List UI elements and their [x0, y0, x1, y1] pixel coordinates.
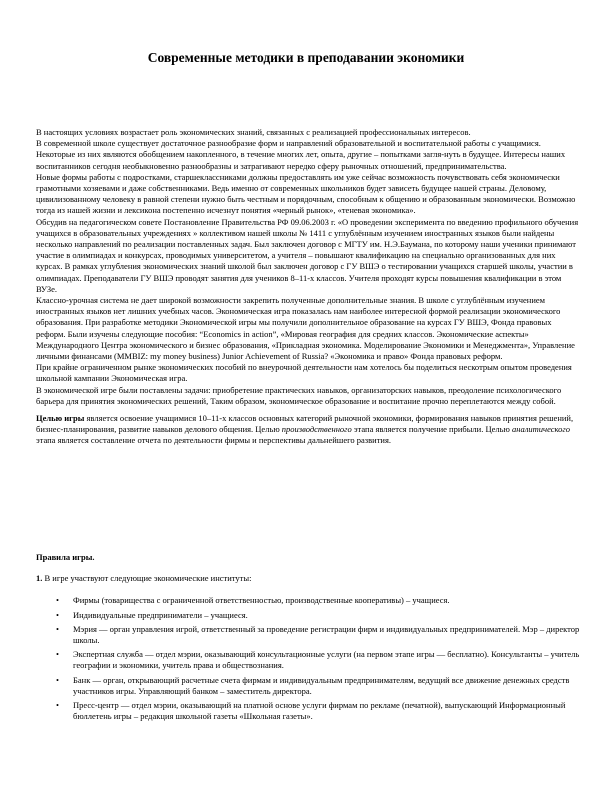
body-text: [36, 127, 582, 447]
bullet-icon: •: [56, 700, 59, 711]
bullet-icon: •: [56, 609, 59, 620]
list-item-text: Пресс-центр — отдел мэрии, оказывающий на платной основе услуги фирмам по рекламе (печатной), выпускающий Информационный бюллетень игры – редакция школьной газеты «Школьная газеты».: [73, 700, 566, 722]
list-item: [36, 624, 582, 646]
list-item-text: Банк — орган, открывающий расчетные счета фирмам и индивидуальным предпринимателям, ведущий все движение денежных средств участников игры. Управляющий банком – заместитель директора.: [73, 674, 570, 696]
goal-label: Целью игры: [36, 413, 85, 424]
list-item: [36, 700, 582, 722]
paragraph: Классно-урочная система не дает широкой возможности закрепить полученные дополнительные знания. В школе с углублённым изучением иностранных языков нет лишних учебных часов. Экономическая игра показалась нам наиболее интересной формой реализации экономического образования. При разработке методики Экономической игры мы получили дополнительное образование на курсах ГУ ВШЭ, Фонда правовых реформ. Были изучены следующие пособия: “Economics in action”, «Мировая география для средних классов. Экономические аспекты» Международного Центра экономического и бизнес образования, «Прикладная экономика. Моделирование Экономики и Менеджмента», Управление личными финансами (MMBIZ: my money business) Junior Achievement of Russia? «Экономика и право» Фонда правовых реформ.: [36, 295, 575, 362]
bullet-icon: •: [56, 674, 59, 685]
paragraph: В современной школе существует достаточное разнообразие форм и направлений образовательной и воспитательной работы с учащимися. Некоторые из них являются обобщением накопленного, в течение многих лет, опыта, другие – попытками загля-нуть в будущее. Интересы наших воспитанников сегодня необыкновенно разнообразны и затрагивают нередко сферу рыночных отношений, предпринимательства.: [36, 138, 566, 171]
paragraph: Новые формы работы с подростками, старшеклассниками должны предоставлять им уже сейчас возможность почувствовать себя экономически грамотными хозяевами и даже собственниками. Ведь именно от современных школьников будет зависеть будущее нашей страны. Деловому, цивилизованному человеку в равной степени нужно быть честным и порядочным, способным к общению и образованным экономически. Возможно тогда из нашей жизни и лексикона постепенно исчезнут понятия «черный рынок», «теневая экономика».: [36, 171, 576, 216]
list-item: [36, 610, 582, 621]
list-item-text: Индивидуальные предприниматели – учащиеся.: [73, 609, 248, 620]
goal-text: является освоение учащимися 10–11-х классов основных категорий рыночной экономики, формирования навыков принятия решений, бизнес-планирования, развитие навыков делового общения. Целью: [36, 413, 574, 435]
bullet-icon: •: [56, 649, 59, 660]
goal-italic: производственного: [281, 424, 352, 435]
paragraph: В настоящих условиях возрастает роль экономических знаний, связанных с реализацией профессиональных интересов.: [36, 127, 471, 137]
rules-point: [36, 573, 582, 584]
goal-text: этапа является составление отчета по деятельности фирмы и перспективы дальнейшего развития.: [36, 435, 391, 446]
list-item: [36, 595, 582, 606]
paragraph: Обсудив на педагогическом совете Постановление Правительства РФ 09.06.2003 г. «О проведении эксперимента по введению профильного обучения учащихся в образовательных учреждениях » коллективом нашей школы № 1411 с углублённым изучением иностранных языков были найдены несколько направлений по реализации поставленных задач. Был заключен договор с МГТУ им. Н.Э.Баумана, по которому наши ученики принимают участие в олимпиадах и конкурсах, проводимых университетом, а учителя – повышают квалификацию на специально организованных для них курсах. В рамках углубления экономических знаний школой был заключен договор с ГУ ВШЭ о тестировании учащихся старшей школы, участии в олимпиадах. Преподаватели ГУ ВШЭ проводят занятия для учеников 8–11-х классов. Учителя проходят курсы повышения квалификации в этом ВУЗе.: [36, 216, 579, 294]
paragraph: При крайне ограниченном рынке экономических пособий по внеурочной деятельности нам хотелось бы поделиться нескотрым опытом проведения школьной кампании Экономическая игра.: [36, 362, 572, 384]
page-title: Современные методики в преподавании экономики: [147, 50, 465, 65]
rules-point-text: В игре участвуют следующие экономические институты:: [42, 573, 252, 584]
list-item-text: Мэрия — орган управления игрой, ответственный за проведение регистрации фирм и индивидуальных предпринимателей. Мэр – директор школы.: [73, 623, 580, 646]
list-item: [36, 649, 582, 671]
goal-paragraph: [36, 413, 582, 447]
goal-text: этапа является получение прибыли. Целью: [351, 424, 512, 435]
rules-heading: Правила игры.: [36, 552, 95, 562]
rules-point-number: 1.: [36, 573, 43, 584]
bullet-icon: •: [56, 623, 59, 634]
goal-italic: аналитического: [511, 424, 571, 435]
paragraph: В экономической игре были поставлены задачи: приобретение практических навыков, организаторских навыков, преодоление психологического барьера для принятия экономических решений, Таким образом, экономическое образование и воспитание прочно переплетаются между собой.: [36, 384, 562, 406]
rules-section: [36, 552, 582, 725]
institutions-list: [36, 595, 582, 722]
list-item: [36, 675, 582, 697]
list-item-text: Экспертная служба — отдел мэрии, оказывающий консультационные услуги (на первом этапе игры — бесплатно). Консультанты – учитель географии и экономики, учитель права и обществознания.: [73, 649, 580, 671]
bullet-icon: •: [56, 595, 59, 606]
list-item-text: Фирмы (товарищества с ограниченной ответственностью, производственные кооперативы) – учащиеся.: [73, 595, 450, 606]
